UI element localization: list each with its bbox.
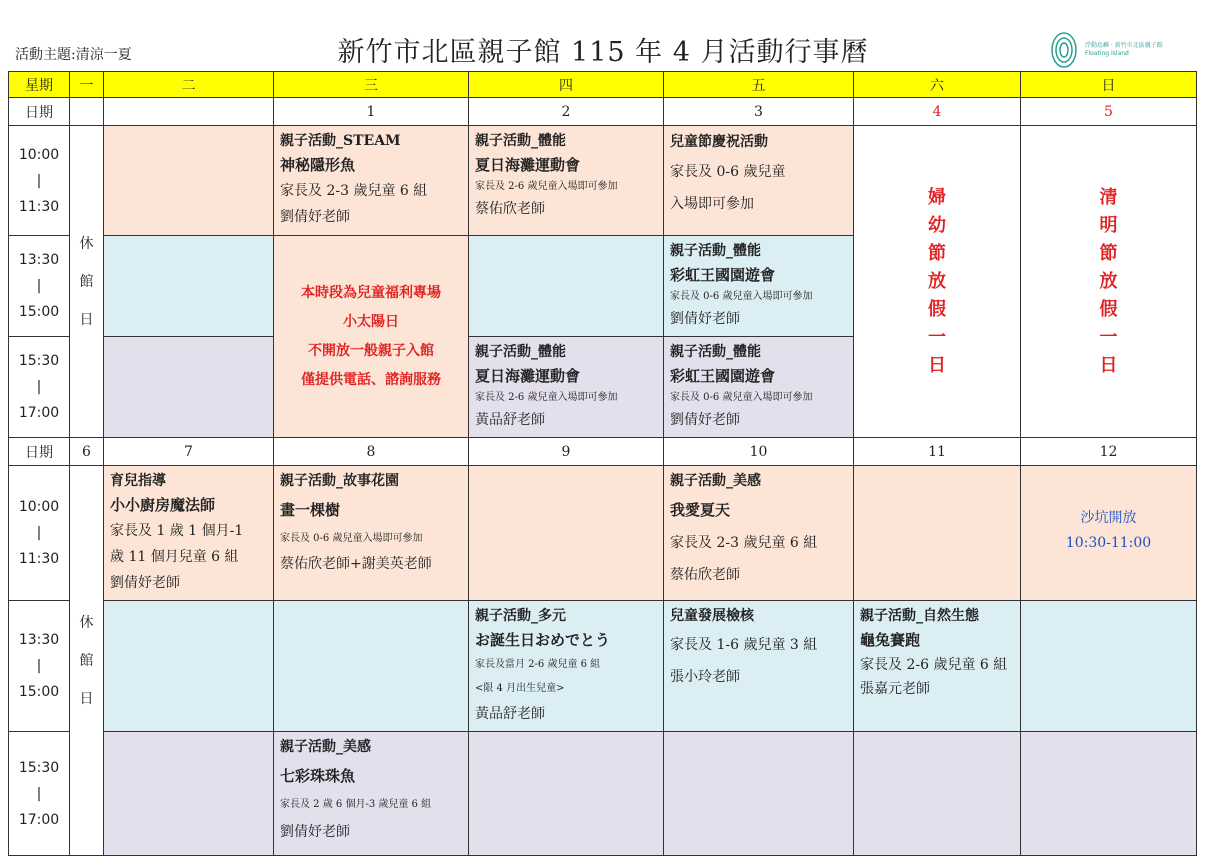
event-rainbow-fair-pm1: 親子活動_體能 彩虹王國園遊會 家長及 0-6 歲兒童入場即可參加 劉倩妤老師: [664, 236, 854, 337]
event-draw-a-tree: 親子活動_故事花園 畫一棵樹 家長及 0-6 歲兒童入場即可參加 蔡佑欣老師+謝美英老師: [274, 466, 469, 601]
date-cell: [104, 98, 274, 126]
time-slot-am: 10:00 | 11:30: [9, 466, 70, 601]
weekday-label: 星期: [9, 72, 70, 98]
slot-row-am-week1: [9, 126, 1197, 236]
logo-text-english: Floating Island: [1085, 50, 1129, 57]
weekday-fri: 五: [664, 72, 854, 98]
event-happy-birthday: 親子活動_多元 お誕生日おめでとう 家長及當月 2-6 歲兒童 6 組 <限 4 月出生兒童> 黃品舒老師: [469, 601, 664, 732]
empty-slot: [104, 337, 274, 438]
slot-row-pm2-week2: [9, 732, 1197, 856]
floating-island-logo-icon: [1049, 30, 1079, 70]
page-title: 新竹市北區親子館 115 年 4 月活動行事曆: [337, 37, 869, 68]
time-slot-pm2: 15:30 | 17:00: [9, 732, 70, 856]
date-cell: 12: [1021, 438, 1197, 466]
weekday-mon: 一: [70, 72, 104, 98]
empty-slot: [854, 732, 1021, 856]
weekday-header-row: [9, 72, 1197, 98]
event-tortoise-hare-race: 親子活動_自然生態 龜兔賽跑 家長及 2-6 歲兒童 6 組 張嘉元老師: [854, 601, 1021, 732]
empty-slot: [104, 601, 274, 732]
event-beach-sports-pm: 親子活動_體能 夏日海灘運動會 家長及 2-6 歲兒童入場即可參加 黃品舒老師: [469, 337, 664, 438]
date-cell: 6: [70, 438, 104, 466]
date-cell: 8: [274, 438, 469, 466]
date-label: 日期: [9, 98, 70, 126]
event-little-kitchen-magician: 育兒指導 小小廚房魔法師 家長及 1 歲 1 個月-1 歲 11 個月兒童 6 組 劉倩妤老師: [104, 466, 274, 601]
time-slot-pm1: 13:30 | 15:00: [9, 601, 70, 732]
weekday-thu: 四: [469, 72, 664, 98]
closed-day-week1: 休 館 日: [70, 126, 104, 438]
date-cell: 11: [854, 438, 1021, 466]
time-slot-pm1: 13:30 | 15:00: [9, 236, 70, 337]
date-cell: 3: [664, 98, 854, 126]
empty-slot: [1021, 732, 1197, 856]
event-i-love-summer: 親子活動_美感 我愛夏天 家長及 2-3 歲兒童 6 組 蔡佑欣老師: [664, 466, 854, 601]
time-slot-pm2: 15:30 | 17:00: [9, 337, 70, 438]
date-cell: 10: [664, 438, 854, 466]
date-cell: 2: [469, 98, 664, 126]
welfare-session-notice: 本時段為兒童福利專場 小太陽日 不開放一般親子入館 僅提供電話、諮詢服務: [274, 236, 469, 438]
date-label: 日期: [9, 438, 70, 466]
activity-theme: 活動主題:清涼一夏: [15, 47, 132, 63]
event-childrens-day: 兒童節慶祝活動 家長及 0-6 歲兒童 入場即可參加: [664, 126, 854, 236]
date-cell-holiday: 5: [1021, 98, 1197, 126]
weekday-wed: 三: [274, 72, 469, 98]
slot-row-pm1-week2: [9, 601, 1197, 732]
event-steam-invisible-fish: 親子活動_STEAM 神秘隱形魚 家長及 2-3 歲兒童 6 組 劉倩妤老師: [274, 126, 469, 236]
event-rainbow-fair-pm2: 親子活動_體能 彩虹王國園遊會 家長及 0-6 歲兒童入場即可參加 劉倩妤老師: [664, 337, 854, 438]
date-cell: 1: [274, 98, 469, 126]
holiday-womens-childrens-day: 婦 幼 節 放 假 一 日: [854, 126, 1021, 438]
empty-slot: [664, 732, 854, 856]
calendar-table: [8, 71, 1197, 856]
event-development-check: 兒童發展檢核 家長及 1-6 歲兒童 3 組 張小玲老師: [664, 601, 854, 732]
empty-slot: [274, 601, 469, 732]
event-rainbow-bead-fish: 親子活動_美感 七彩珠珠魚 家長及 2 歲 6 個月-3 歲兒童 6 組 劉倩妤老師: [274, 732, 469, 856]
date-row-week1: [9, 98, 1197, 126]
date-cell: 7: [104, 438, 274, 466]
empty-slot: [469, 236, 664, 337]
empty-slot: [104, 126, 274, 236]
empty-slot: [854, 466, 1021, 601]
empty-slot: [104, 236, 274, 337]
date-row-week2: [9, 438, 1197, 466]
slot-row-am-week2: [9, 466, 1197, 601]
date-cell-holiday: 4: [854, 98, 1021, 126]
closed-day-week2: 休 館 日: [70, 466, 104, 856]
time-slot-am: 10:00 | 11:30: [9, 126, 70, 236]
weekday-tue: 二: [104, 72, 274, 98]
date-cell: [70, 98, 104, 126]
logo: [1049, 30, 1189, 70]
sandpit-open-notice: 沙坑開放 10:30-11:00: [1021, 466, 1197, 601]
logo-text-chinese: 浮動島嶼 · 新竹市北區親子館: [1085, 42, 1163, 49]
event-beach-sports-am: 親子活動_體能 夏日海灘運動會 家長及 2-6 歲兒童入場即可參加 蔡佑欣老師: [469, 126, 664, 236]
empty-slot: [469, 466, 664, 601]
holiday-qingming: 清 明 節 放 假 一 日: [1021, 126, 1197, 438]
empty-slot: [1021, 601, 1197, 732]
weekday-sun: 日: [1021, 72, 1197, 98]
weekday-sat: 六: [854, 72, 1021, 98]
empty-slot: [469, 732, 664, 856]
empty-slot: [104, 732, 274, 856]
date-cell: 9: [469, 438, 664, 466]
